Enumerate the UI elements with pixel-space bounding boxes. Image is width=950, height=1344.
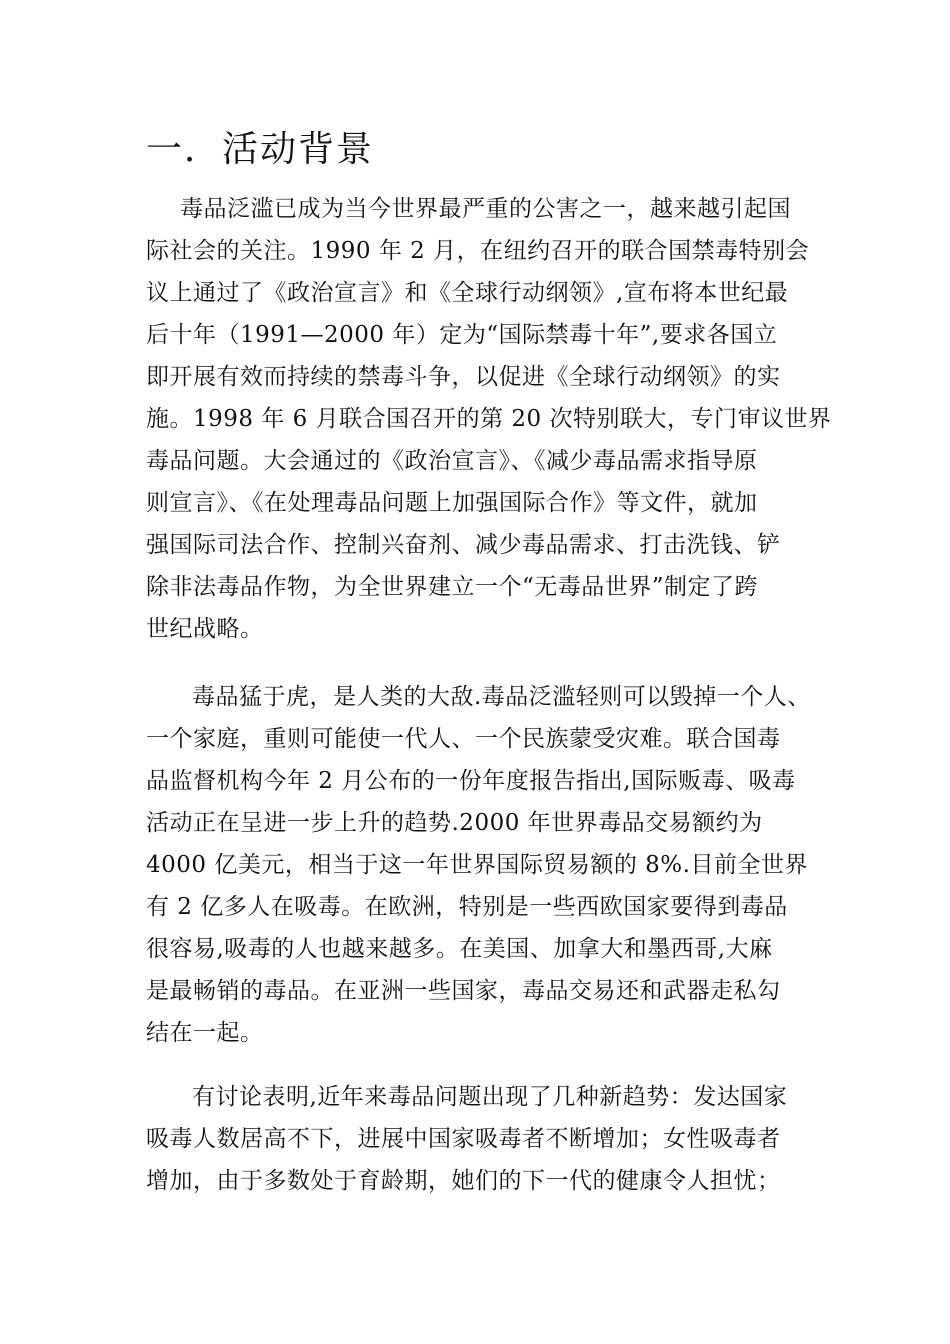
paragraph-line: 一个家庭，重则可能使一代人、一个民族蒙受灾难。联合国毒 — [146, 726, 781, 752]
paragraph-line: 增加，由于多数处于育龄期，她们的下一代的健康令人担忧； — [146, 1168, 781, 1194]
paragraph-line: 4000 亿美元，相当于这一年世界国际贸易额的 8%.目前全世界 — [146, 852, 808, 878]
paragraph-line: 即开展有效而持续的禁毒斗争，以促进《全球行动纲领》的实 — [146, 364, 781, 390]
paragraph-line: 则宣言》、《在处理毒品问题上加强国际合作》等文件，就加 — [146, 490, 758, 516]
paragraph-line: 很容易,吸毒的人也越来越多。在美国、加拿大和墨西哥,大麻 — [146, 936, 773, 962]
section-heading: 一．活动背景 — [146, 129, 375, 170]
paragraph-line: 结在一起。 — [146, 1020, 264, 1046]
paragraph-line: 有讨论表明,近年来毒品问题出现了几种新趋势：发达国家 — [192, 1084, 788, 1110]
paragraph-line: 吸毒人数居高不下，进展中国家吸毒者不断增加；女性吸毒者 — [146, 1126, 781, 1152]
paragraph-1 — [146, 188, 832, 650]
paragraph-line: 活动正在呈进一步上升的趋势.2000 年世界毒品交易额约为 — [146, 810, 763, 836]
paragraph-line: 有 2 亿多人在吸毒。在欧洲，特别是一些西欧国家要得到毒品 — [146, 894, 788, 920]
paragraph-line: 品监督机构今年 2 月公布的一份年度报告指出,国际贩毒、吸毒 — [146, 768, 796, 794]
paragraph-line: 施。1998 年 6 月联合国召开的第 20 次特别联大，专门审议世界 — [146, 406, 832, 432]
paragraph-line: 毒品猛于虎，是人类的大敌.毒品泛滥轻则可以毁掉一个人、 — [192, 684, 811, 710]
paragraph-line: 后十年（1991—2000 年）定为“国际禁毒十年”,要求各国立 — [146, 322, 778, 348]
paragraph-line: 世纪战略。 — [146, 616, 264, 642]
paragraph-line: 强国际司法合作、控制兴奋剂、减少毒品需求、打击洗钱、铲 — [146, 532, 781, 558]
paragraph-3 — [146, 1076, 787, 1202]
paragraph-line: 毒品问题。大会通过的《政治宣言》、《减少毒品需求指导原 — [146, 448, 758, 474]
paragraph-line: 是最畅销的毒品。在亚洲一些国家，毒品交易还和武器走私勾 — [146, 978, 781, 1004]
paragraph-line: 际社会的关注。1990 年 2 月，在纽约召开的联合国禁毒特别会 — [146, 238, 810, 264]
paragraph-line: 除非法毒品作物，为全世界建立一个“无毒品世界”制定了跨 — [146, 574, 759, 600]
paragraph-2 — [146, 676, 811, 1054]
paragraph-line: 毒品泛滥已成为当今世界最严重的公害之一，越来越引起国 — [180, 196, 791, 222]
paragraph-line: 议上通过了《政治宣言》和《全球行动纲领》,宣布将本世纪最 — [146, 280, 789, 306]
